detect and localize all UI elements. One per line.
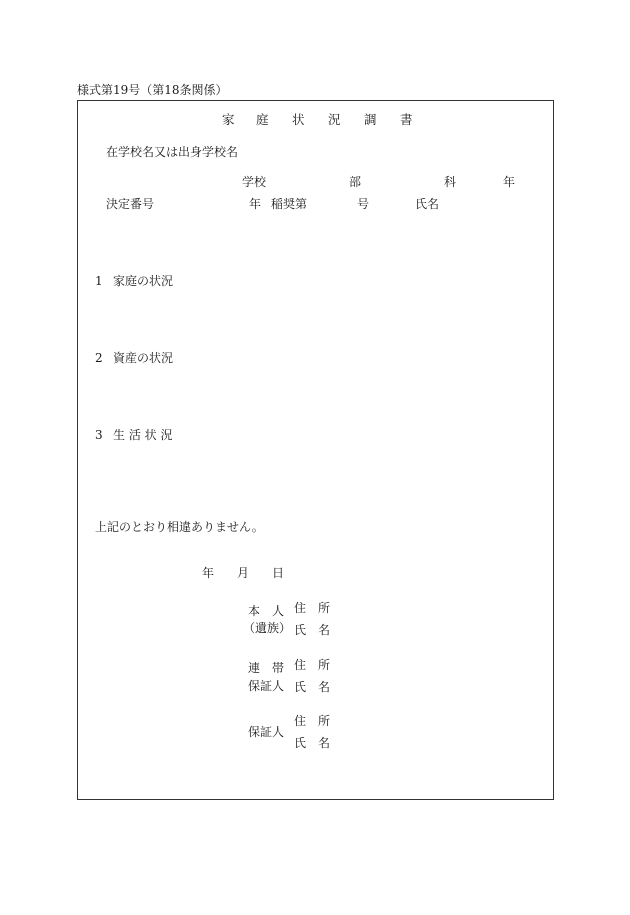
joint-name-label: 氏 名 <box>294 680 331 694</box>
section-number: 2 <box>95 351 103 365</box>
declaration-text: 上記のとおり相違ありません。 <box>95 520 264 534</box>
title-char: 調 <box>364 112 377 127</box>
guarantor-address-label: 住 所 <box>294 714 331 728</box>
title-char: 況 <box>328 112 341 127</box>
grade-suffix: 年 <box>503 175 516 189</box>
dept-suffix: 部 <box>349 175 362 189</box>
decision-number-label: 決定番号 <box>106 197 155 211</box>
course-suffix: 科 <box>444 175 457 189</box>
date-year: 年 <box>202 566 215 580</box>
date-month: 月 <box>237 566 250 580</box>
section-family-status: 家庭の状況 <box>113 274 174 288</box>
section-number: 1 <box>95 274 103 288</box>
principal-name-label: 氏 名 <box>294 623 331 637</box>
school-name-label: 在学校名又は出身学校名 <box>106 145 239 159</box>
form-number: 様式第19号（第18条関係） <box>77 83 228 97</box>
section-assets-status: 資産の状況 <box>113 351 174 365</box>
joint-label: 連 帯 <box>248 661 285 675</box>
joint-address-label: 住 所 <box>294 658 331 672</box>
scholarship-prefix: 稲奨第 <box>271 197 308 211</box>
joint-guarantor-label: 保証人 <box>248 679 285 693</box>
principal-address-label: 住 所 <box>294 601 331 615</box>
scholarship-number-suffix: 号 <box>357 197 370 211</box>
title-char: 書 <box>400 112 413 127</box>
title-char: 家 <box>222 112 235 127</box>
section-living-status: 生 活 状 況 <box>113 428 173 442</box>
section-number: 3 <box>95 428 103 442</box>
title-char: 状 <box>292 112 305 127</box>
title-char: 庭 <box>256 112 269 127</box>
principal-label: 本 人 <box>248 604 285 618</box>
school-suffix: 学校 <box>242 175 267 189</box>
decision-year: 年 <box>249 197 262 211</box>
bereaved-label: （遺族） <box>243 621 292 635</box>
guarantor-name-label: 氏 名 <box>294 736 331 750</box>
student-name-label: 氏名 <box>415 197 440 211</box>
guarantor-label: 保証人 <box>248 725 285 739</box>
date-day: 日 <box>272 566 285 580</box>
